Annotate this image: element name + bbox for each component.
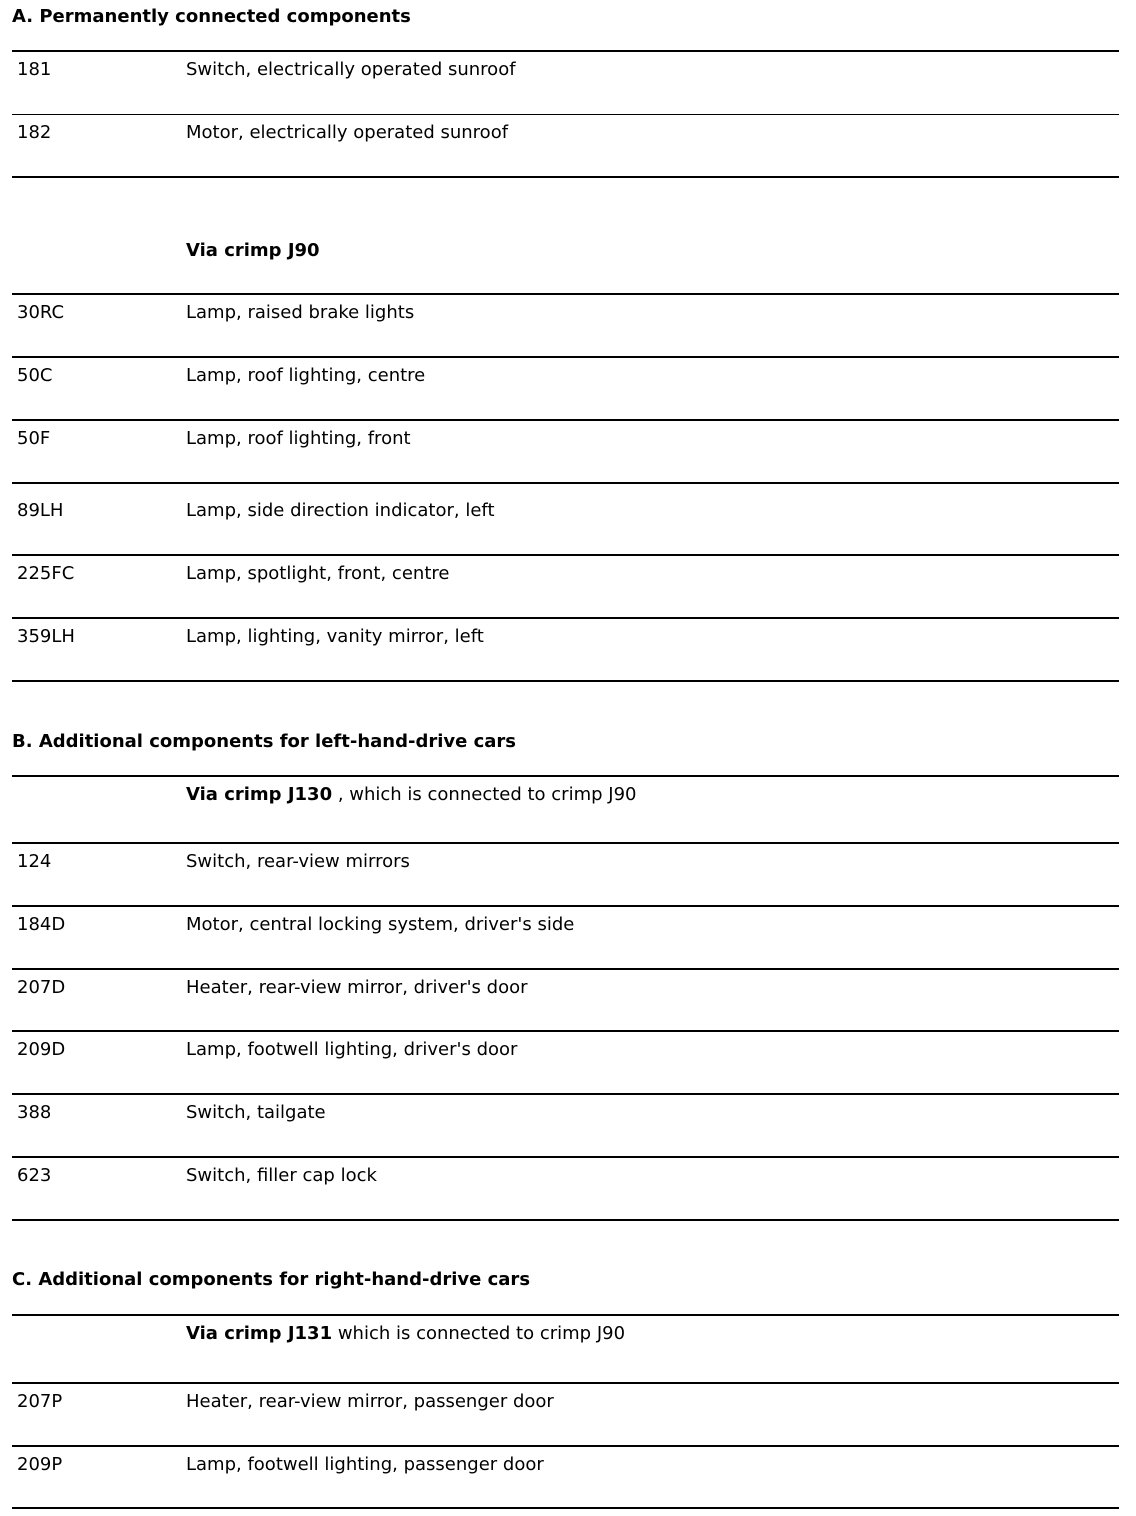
table-row xyxy=(12,617,1119,680)
component-code: 124 xyxy=(17,851,52,872)
component-description: Lamp, roof lighting, centre xyxy=(186,365,426,386)
table-row xyxy=(12,775,1119,842)
table-row xyxy=(12,114,1119,177)
table-row xyxy=(12,419,1119,482)
table-row xyxy=(12,356,1119,419)
component-code: 182 xyxy=(17,122,52,143)
table-row xyxy=(12,1030,1119,1093)
component-code: 207P xyxy=(17,1391,63,1412)
table-row xyxy=(12,1156,1119,1219)
table-row xyxy=(12,1382,1119,1445)
component-description: Switch, filler cap lock xyxy=(186,1165,377,1186)
component-code: 184D xyxy=(17,914,66,935)
via-crimp-j130-suffix: , which is connected to crimp J90 xyxy=(332,784,637,805)
component-code: 181 xyxy=(17,59,52,80)
component-description: Lamp, raised brake lights xyxy=(186,302,415,323)
section-b-heading: B. Additional components for left-hand-drive cars xyxy=(12,731,516,752)
via-crimp-j131-suffix: which is connected to crimp J90 xyxy=(332,1323,626,1344)
component-description: Heater, rear-view mirror, passenger door xyxy=(186,1391,554,1412)
table-row xyxy=(12,968,1119,1030)
table-row xyxy=(12,293,1119,356)
component-description: Lamp, spotlight, front, centre xyxy=(186,563,450,584)
component-code: 50F xyxy=(17,428,51,449)
component-description: Switch, tailgate xyxy=(186,1102,326,1123)
component-code: 50C xyxy=(17,365,53,386)
table-row xyxy=(12,842,1119,905)
table-row xyxy=(12,1445,1119,1507)
component-description: Heater, rear-view mirror, driver's door xyxy=(186,977,528,998)
component-code: 89LH xyxy=(17,500,64,521)
table-bottom-rule xyxy=(12,1219,1119,1221)
table-bottom-rule xyxy=(12,176,1119,178)
component-description: Lamp, footwell lighting, driver's door xyxy=(186,1039,518,1060)
via-crimp-j90-label: Via crimp J90 xyxy=(186,240,320,261)
section-a-heading: A. Permanently connected components xyxy=(12,6,411,27)
table-row xyxy=(12,1314,1119,1382)
component-code: 225FC xyxy=(17,563,75,584)
via-crimp-j131-bold: Via crimp J131 xyxy=(186,1323,333,1344)
table-row xyxy=(12,554,1119,617)
component-description: Lamp, footwell lighting, passenger door xyxy=(186,1454,544,1475)
section-c-heading: C. Additional components for right-hand-drive cars xyxy=(12,1269,531,1290)
component-code: 209P xyxy=(17,1454,63,1475)
via-crimp-j130-bold: Via crimp J130 xyxy=(186,784,333,805)
component-code: 207D xyxy=(17,977,66,998)
component-description: Motor, central locking system, driver's side xyxy=(186,914,575,935)
table-bottom-rule xyxy=(12,1507,1119,1509)
via-crimp-j130-label xyxy=(186,784,636,806)
table-bottom-rule xyxy=(12,680,1119,682)
component-code: 623 xyxy=(17,1165,52,1186)
table-row xyxy=(12,1093,1119,1156)
table-row xyxy=(12,482,1119,554)
component-description: Motor, electrically operated sunroof xyxy=(186,122,509,143)
component-code: 30RC xyxy=(17,302,65,323)
via-crimp-j131-label xyxy=(186,1323,625,1345)
component-description: Lamp, roof lighting, front xyxy=(186,428,411,449)
component-description: Switch, electrically operated sunroof xyxy=(186,59,516,80)
component-code: 209D xyxy=(17,1039,66,1060)
component-description: Lamp, side direction indicator, left xyxy=(186,500,495,521)
component-code: 359LH xyxy=(17,626,75,647)
component-code: 388 xyxy=(17,1102,52,1123)
component-description: Switch, rear-view mirrors xyxy=(186,851,410,872)
table-row xyxy=(12,905,1119,968)
table-row xyxy=(12,50,1119,114)
component-description: Lamp, lighting, vanity mirror, left xyxy=(186,626,484,647)
